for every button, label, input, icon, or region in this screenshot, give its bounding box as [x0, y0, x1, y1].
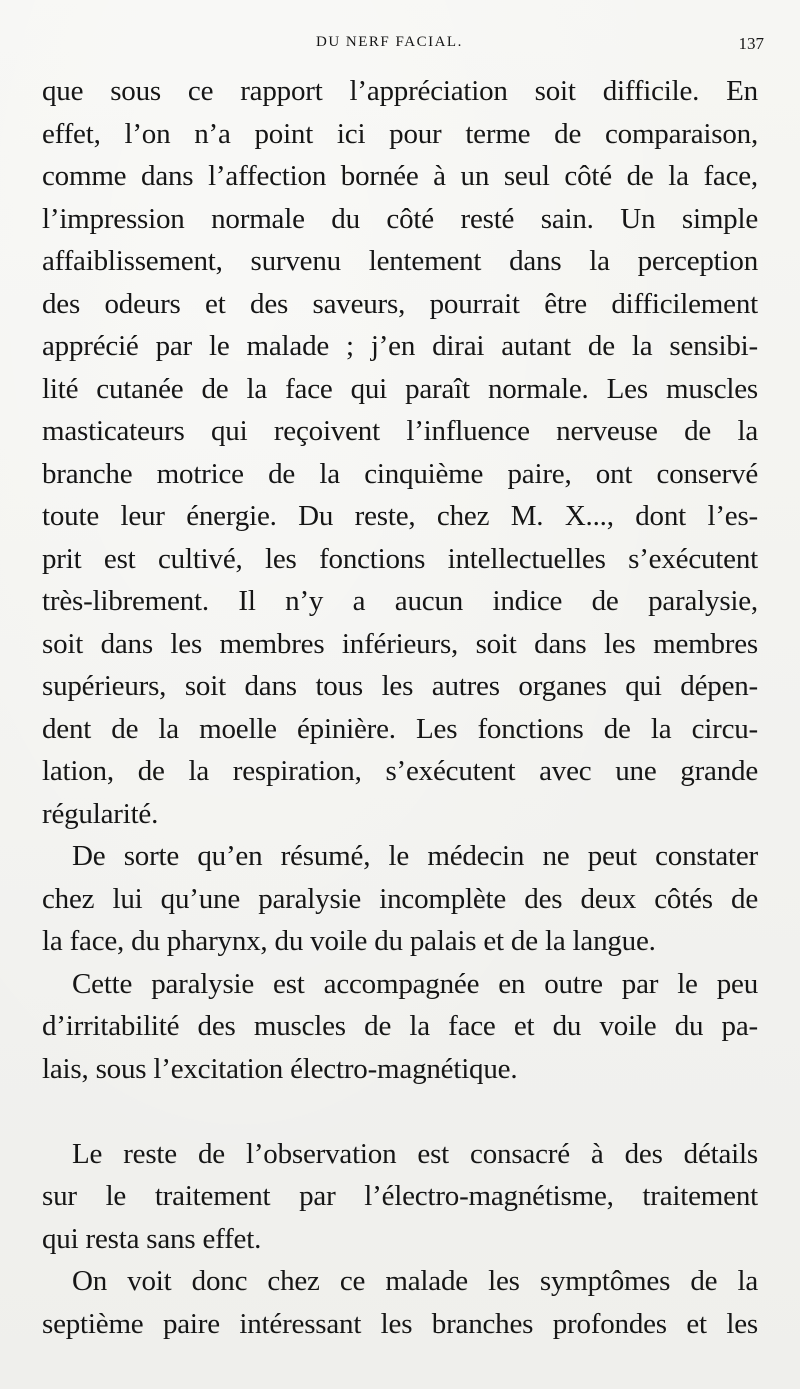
text-line: qui resta sans effet.	[42, 1222, 262, 1255]
text-line: sur le traitement par l’électro-magnétisme, traitement	[42, 1180, 758, 1212]
text-line: des odeurs et des saveurs, pourrait être difficilement	[42, 287, 758, 320]
text-line: l’impression normale du côté resté sain. Un simple	[42, 202, 758, 235]
text-line: lation, de la respiration, s’exécutent avec une grande	[42, 755, 758, 787]
text-line: branche motrice de la cinquième paire, ont conservé	[42, 457, 758, 490]
text-line: toute leur énergie. Du reste, chez M. X..., dont l’es-	[42, 500, 758, 532]
page-header	[0, 34, 800, 58]
text-line: affaiblissement, survenu lentement dans la perception	[42, 245, 758, 277]
text-line: supérieurs, soit dans tous les autres organes qui dépen-	[42, 670, 758, 702]
text-line: très-librement. Il n’y a aucun indice de paralysie,	[42, 585, 758, 617]
paragraph-gap	[42, 1090, 758, 1133]
text-line: septième paire intéressant les branches profondes et les	[42, 1307, 758, 1340]
text-line: effet, l’on n’a point ici pour terme de comparaison,	[42, 117, 758, 150]
text-line: chez lui qu’une paralysie incomplète des deux côtés de	[42, 882, 758, 915]
text-line: comme dans l’affection bornée à un seul côté de la face,	[42, 160, 758, 192]
text-line: On voit donc chez ce malade les symptômes de la	[72, 1265, 758, 1297]
text-line: prit est cultivé, les fonctions intellectuelles s’exécutent	[42, 542, 758, 575]
text-line: d’irritabilité des muscles de la face et du voile du pa-	[42, 1010, 758, 1042]
running-head: DU NERF FACIAL.	[316, 34, 463, 50]
text-line: la face, du pharynx, du voile du palais et de la langue.	[42, 925, 656, 957]
text-line: lité cutanée de la face qui paraît normale. Les muscles	[42, 372, 758, 405]
body-text	[42, 70, 758, 1345]
text-line: que sous ce rapport l’appréciation soit difficile. En	[42, 75, 758, 107]
text-line: régularité.	[42, 797, 159, 830]
text-line: soit dans les membres inférieurs, soit dans les membres	[42, 627, 758, 660]
text-line: lais, sous l’excitation électro-magnétique.	[42, 1052, 518, 1085]
page-number: 137	[738, 34, 764, 53]
text-line: Le reste de l’observation est consacré à des détails	[72, 1137, 758, 1170]
text-line: masticateurs qui reçoivent l’influence nerveuse de la	[42, 415, 758, 447]
text-line: Cette paralysie est accompagnée en outre par le peu	[72, 967, 758, 1000]
text-line: De sorte qu’en résumé, le médecin ne peut constater	[72, 840, 758, 872]
text-line: apprécié par le malade ; j’en dirai autant de la sensibi-	[42, 330, 758, 362]
text-line: dent de la moelle épinière. Les fonctions de la circu-	[42, 712, 758, 745]
